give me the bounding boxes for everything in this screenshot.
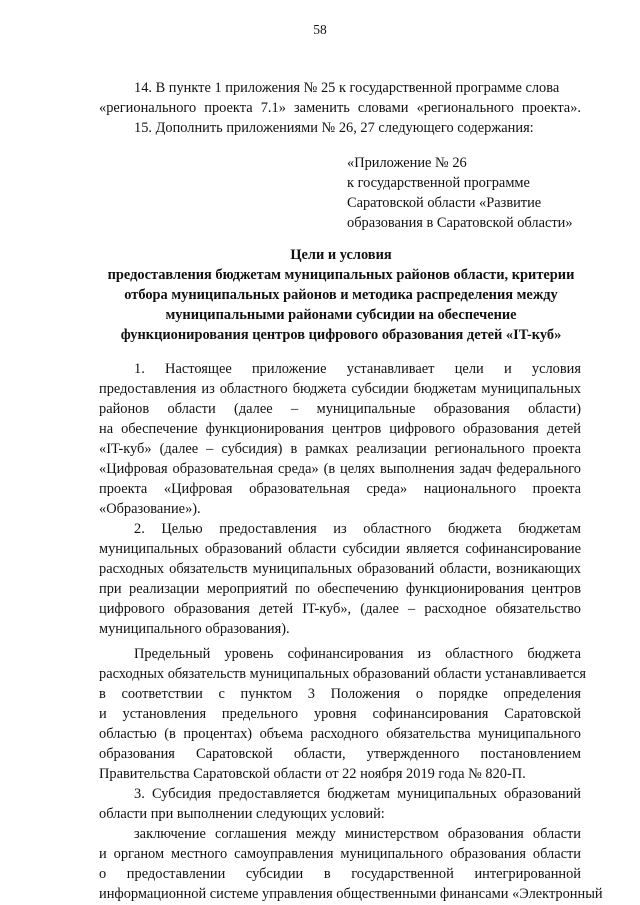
appendix-line: образования в Саратовской области» (347, 215, 573, 231)
body-line: цифрового образования детей IT-куб», (далее – расходное обязательство (99, 601, 581, 617)
body-line: муниципальных образований области субсидии является софинансирование (99, 541, 581, 557)
body-line: в соответствии с пунктом 3 Положения о порядке определения (99, 686, 581, 702)
body-line: районов области (далее – муниципальные образования области) (99, 401, 581, 417)
body-line: проекта «Цифровая образовательная среда» национального проекта (99, 481, 581, 497)
title-line: функционирования центров цифрового образования детей «IT-куб» (120, 327, 562, 343)
body-line: расходных обязательств муниципальных образований области, возникающих (99, 561, 581, 577)
body-line: предоставления из областного бюджета субсидии бюджетам муниципальных (99, 381, 581, 397)
body-line: «Образование»). (99, 501, 201, 517)
body-line: заключение соглашения между министерством образования области (134, 826, 581, 842)
page-number: 58 (313, 22, 327, 37)
body-line: о предоставлении субсидии в государственной интегрированной (99, 866, 581, 882)
body-line: и органом местного самоуправления муниципального образования области (99, 846, 581, 862)
body-line: образования Саратовской области, утвержденного постановлением (99, 746, 581, 762)
body-line: «IT-куб» (далее – субсидия) в рамках реализации регионального проекта (99, 441, 581, 457)
title-line: Цели и условия (290, 247, 392, 263)
body-line: на обеспечение функционирования центров цифрового образования детей (99, 421, 581, 437)
body-line: информационной системе управления общественными финансами «Электронный (99, 886, 603, 902)
body-line: 2. Целью предоставления из областного бюджета бюджетам (134, 521, 581, 537)
body-line: Предельный уровень софинансирования из областного бюджета (134, 646, 581, 662)
intro-line: 15. Дополнить приложениями № 26, 27 следующего содержания: (134, 120, 534, 136)
body-line: «Цифровая образовательная среда» (в целях выполнения задач федерального (99, 461, 581, 477)
title-line: муниципальными районами субсидии на обеспечение (165, 307, 517, 323)
body-line: муниципального образования). (99, 621, 290, 637)
intro-line: 14. В пункте 1 приложения № 25 к государственной программе слова (134, 80, 560, 96)
title-line: отбора муниципальных районов и методика распределения между (124, 287, 558, 303)
body-line: 1. Настоящее приложение устанавливает цели и условия (134, 361, 581, 377)
body-line: Правительства Саратовской области от 22 ноября 2019 года № 820-П. (99, 766, 526, 782)
body-line: расходных обязательств муниципальных образований области устанавливается (99, 666, 587, 682)
body-line: и установления предельного уровня софинансирования Саратовской (99, 706, 581, 722)
body-line: областью (в процентах) объема расходного обязательства муниципального (99, 726, 581, 742)
title-line: предоставления бюджетам муниципальных районов области, критерии (107, 267, 575, 283)
body-line: области при выполнении следующих условий: (99, 806, 385, 822)
body-line: при реализации мероприятий по обеспечению функционирования центров (99, 581, 581, 597)
appendix-line: к государственной программе (347, 175, 530, 191)
appendix-line: «Приложение № 26 (347, 155, 467, 171)
intro-line: «регионального проекта 7.1» заменить словами «регионального проекта». (99, 100, 581, 116)
body-line: 3. Субсидия предоставляется бюджетам муниципальных образований (134, 786, 581, 802)
appendix-line: Саратовской области «Развитие (347, 195, 542, 211)
